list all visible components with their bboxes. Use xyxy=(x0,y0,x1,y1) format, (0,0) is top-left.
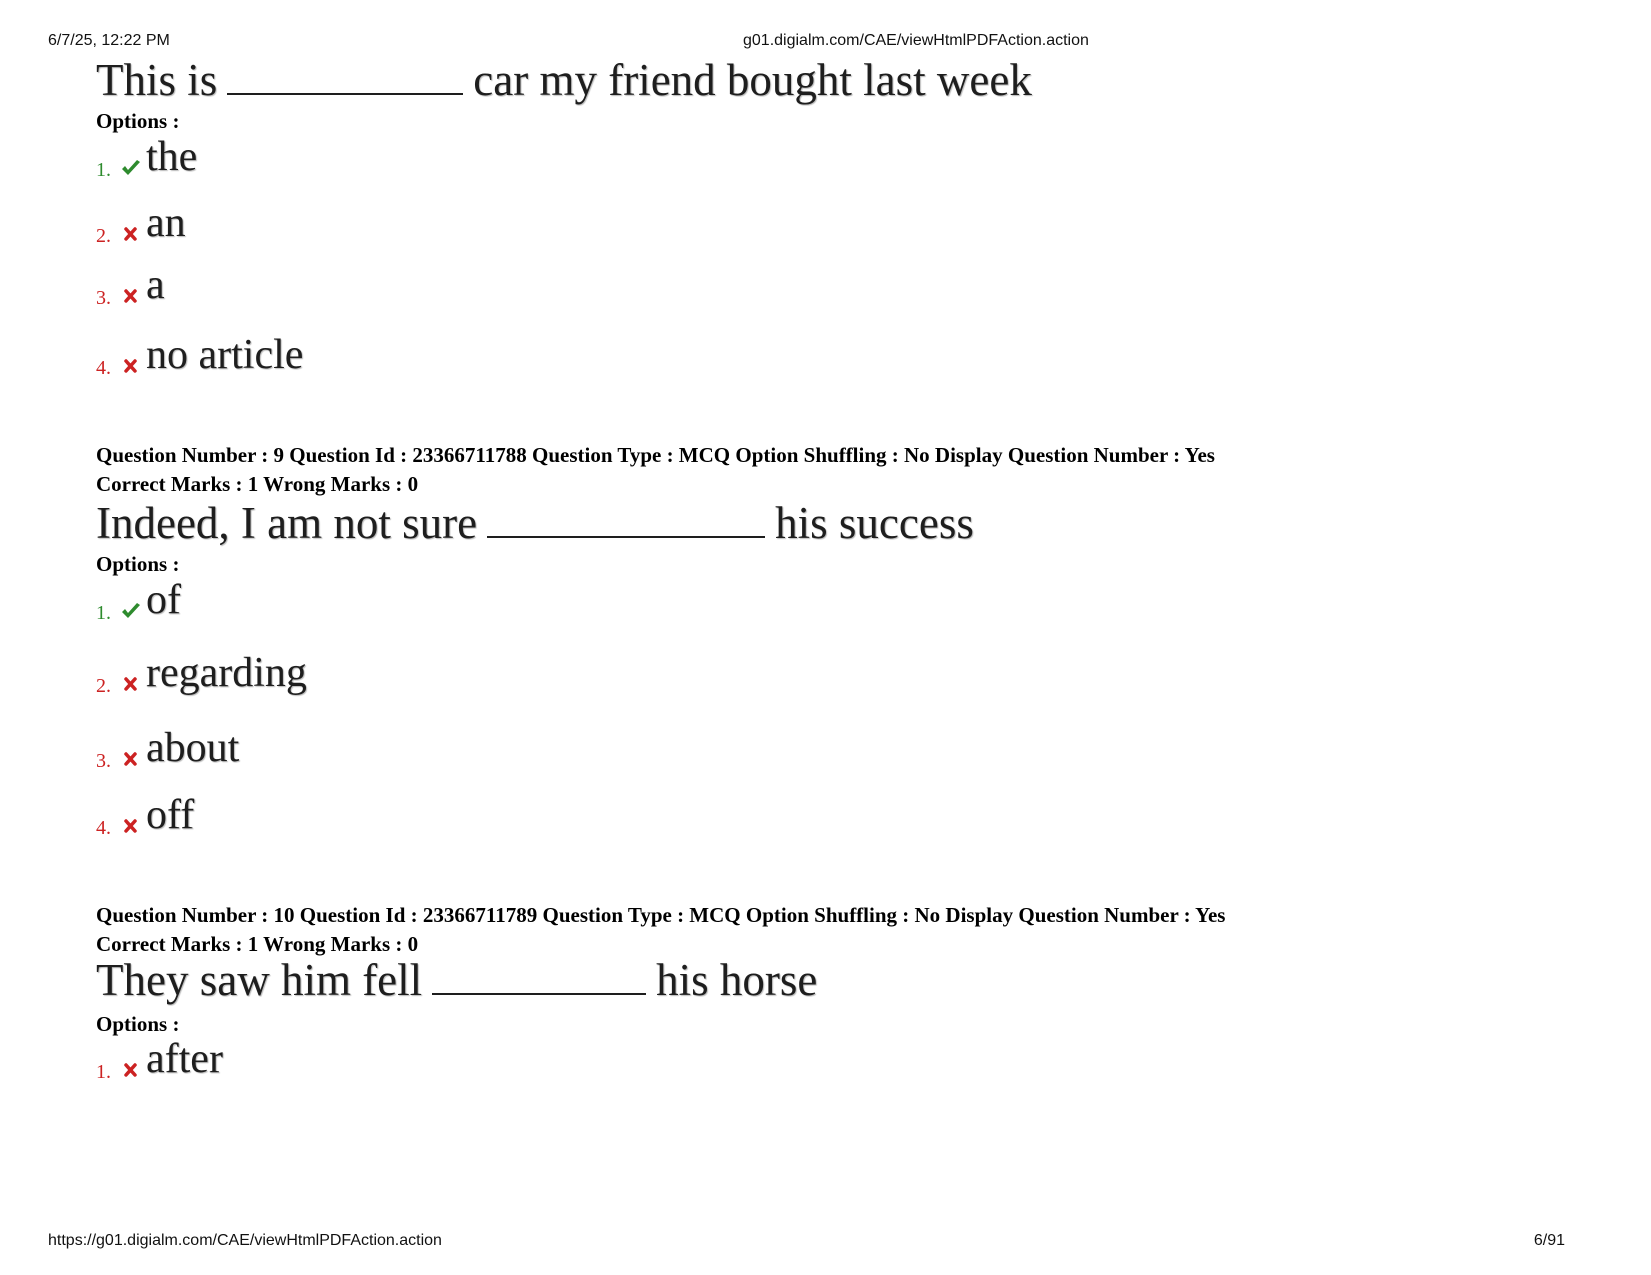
option-number: 1. xyxy=(96,1061,111,1083)
print-footer-url: https://g01.digialm.com/CAE/viewHtmlPDFAction.action xyxy=(48,1232,442,1249)
option-text: after xyxy=(146,1036,223,1082)
option-number: 2. xyxy=(96,225,111,247)
option-number: 1. xyxy=(96,159,111,181)
question-text-image xyxy=(96,955,818,1005)
cross-icon xyxy=(120,674,142,694)
cross-icon xyxy=(120,1060,142,1080)
option-number: 4. xyxy=(96,357,111,379)
option-number: 1. xyxy=(96,602,111,624)
check-icon xyxy=(120,158,142,178)
option-text: an xyxy=(146,200,186,246)
option-text: off xyxy=(146,792,195,838)
answer-blank xyxy=(432,963,646,995)
option-text: of xyxy=(146,577,181,623)
question-text-before: Indeed, I am not sure xyxy=(96,498,478,548)
question-marks: Correct Marks : 1 Wrong Marks : 0 xyxy=(96,932,419,956)
question-meta: Question Number : 10 Question Id : 23366711789 Question Type : MCQ Option Shuffling : No Display Question Number : Yes xyxy=(96,903,1226,927)
cross-icon xyxy=(120,286,142,306)
question-text-before: They saw him fell xyxy=(96,955,423,1005)
cross-icon xyxy=(120,356,142,376)
cross-icon xyxy=(120,816,142,836)
page-number: 6/91 xyxy=(1533,1232,1565,1249)
options-label: Options : xyxy=(96,552,180,576)
question-text-after: his horse xyxy=(656,955,818,1005)
options-label: Options : xyxy=(96,109,180,133)
print-datetime: 6/7/25, 12:22 PM xyxy=(48,32,170,49)
question-text-image xyxy=(96,498,974,548)
option-number: 2. xyxy=(96,675,111,697)
question-text-image xyxy=(96,55,1032,105)
option-text: the xyxy=(146,134,198,180)
question-text-before: This is xyxy=(96,55,218,105)
option-text: no article xyxy=(146,332,304,378)
option-number: 4. xyxy=(96,817,111,839)
question-text-after: car my friend bought last week xyxy=(473,55,1032,105)
check-icon xyxy=(120,601,142,621)
cross-icon xyxy=(120,749,142,769)
option-text: regarding xyxy=(146,650,307,696)
answer-blank xyxy=(487,506,765,538)
question-meta: Question Number : 9 Question Id : 23366711788 Question Type : MCQ Option Shuffling : No Display Question Number : Yes xyxy=(96,443,1215,467)
answer-blank xyxy=(227,63,463,95)
cross-icon xyxy=(120,224,142,244)
question-text-after: his success xyxy=(775,498,974,548)
question-marks: Correct Marks : 1 Wrong Marks : 0 xyxy=(96,472,419,496)
print-header-url: g01.digialm.com/CAE/viewHtmlPDFAction.action xyxy=(743,32,1089,49)
option-text: about xyxy=(146,725,240,771)
option-number: 3. xyxy=(96,287,111,309)
option-number: 3. xyxy=(96,750,111,772)
options-label: Options : xyxy=(96,1012,180,1036)
option-text: a xyxy=(146,262,165,308)
